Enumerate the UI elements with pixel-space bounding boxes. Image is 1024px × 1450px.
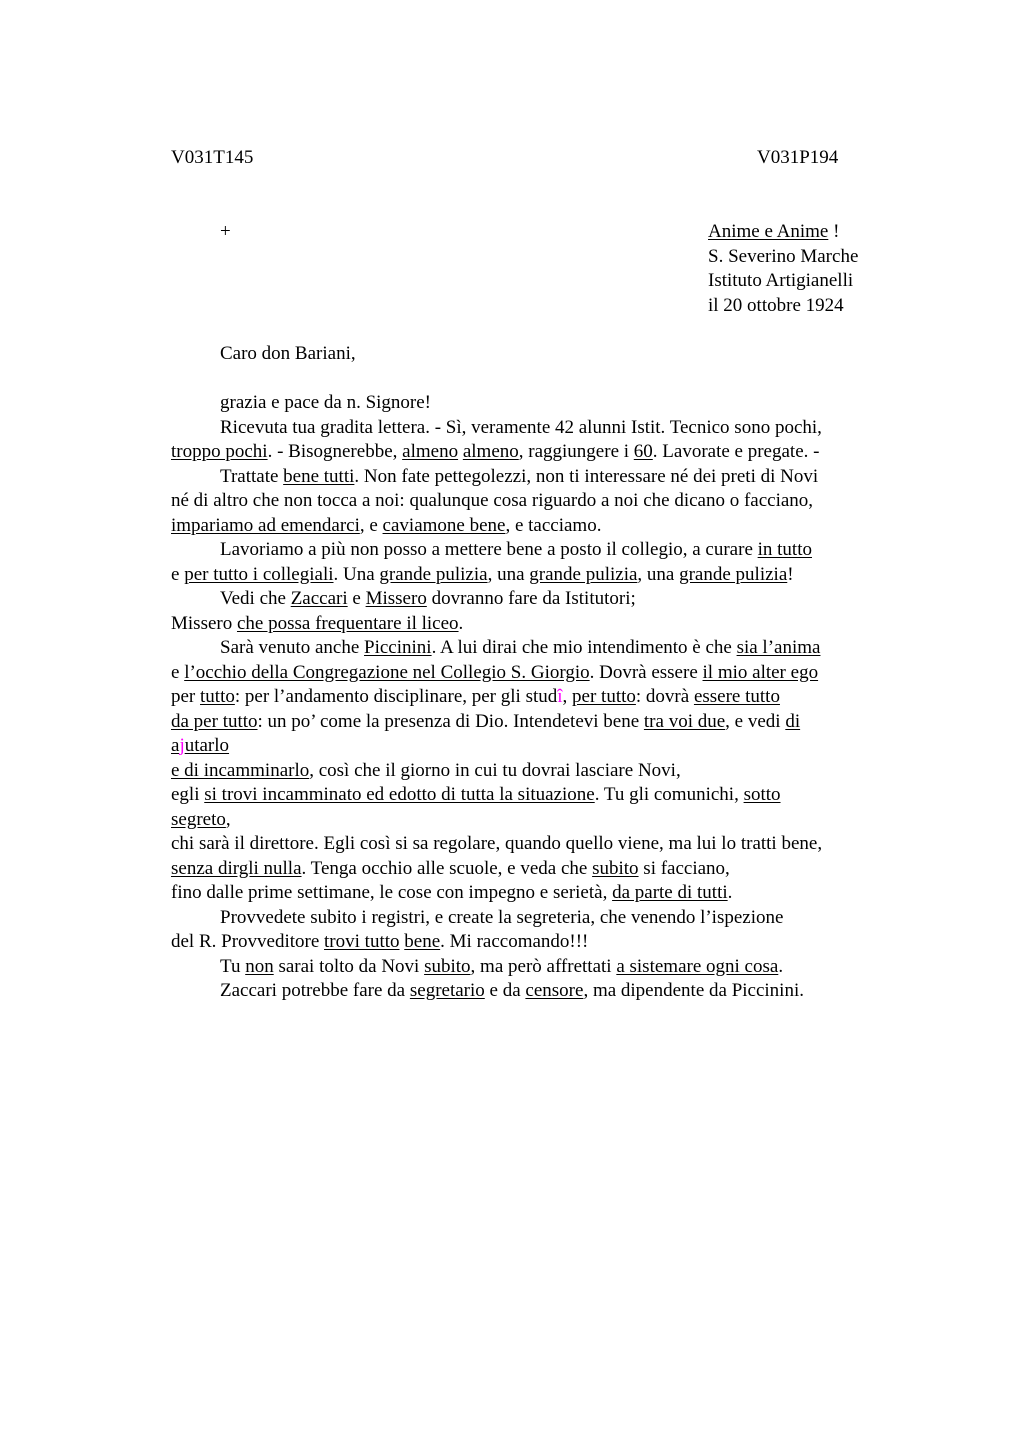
line-text: , e (359, 514, 383, 536)
line-text: , ma però affrettati (470, 955, 617, 977)
letter-line (171, 685, 891, 710)
underlined-text: in tutto (757, 539, 812, 560)
underlined-text: senza dirgli nulla (171, 857, 302, 879)
underlined-text: il mio alter ego (702, 661, 819, 683)
underlined-text: non (245, 955, 274, 977)
line-text: Sarà venuto anche (220, 637, 365, 658)
line-text: . Non fate pettegolezzi, non ti interessare né dei preti di Novi (354, 465, 819, 487)
underlined-text: caviamone bene (382, 514, 506, 536)
line-text: Vedi che (220, 588, 291, 609)
underlined-text: sia l’anima (736, 637, 821, 658)
line-text: . Una (333, 563, 380, 585)
line-text: . (778, 955, 784, 977)
line-text: : dovrà (635, 686, 694, 707)
line-text: Missero (171, 612, 237, 634)
line-text: , (562, 686, 573, 707)
underlined-text: di (785, 710, 801, 732)
underlined-text: trovi tutto (324, 931, 400, 952)
letter-line (171, 955, 891, 980)
line-text: e da (484, 980, 526, 1001)
motto-text: Anime e Anime (708, 221, 829, 242)
line-text: , così che il giorno in cui tu dovrai lasciare Novi, (309, 759, 681, 781)
corrected-letter: î (557, 686, 563, 707)
line-text: Trattate (220, 465, 284, 487)
underlined-text: da parte di tutti (612, 882, 728, 903)
underlined-text: a sistemare ogni cosa (616, 955, 779, 977)
line-text: fino dalle prime settimane, le cose con impegno e serietà, (171, 882, 613, 903)
letter-line (171, 587, 891, 612)
underlined-text: subito (592, 857, 639, 879)
line-text: . - Bisognerebbe, (267, 441, 403, 462)
line-text: Provvedete subito i registri, e create la segreteria, che venendo l’ispezione (220, 906, 784, 928)
line-text: , e tacciamo. (505, 514, 602, 536)
letter-line (171, 979, 891, 1004)
underlined-text: bene (404, 931, 441, 952)
line-text: egli (171, 784, 205, 805)
line-text: , una (487, 563, 530, 585)
underlined-text: Piccinini (364, 637, 432, 658)
line-text: e (347, 588, 366, 609)
line-text: del R. Provveditore (171, 931, 325, 952)
underlined-text: segretario (409, 980, 485, 1001)
date-line: il 20 ottobre 1924 (708, 294, 844, 316)
line-text: . Mi raccomando!!! (440, 931, 589, 952)
line-text: : per l’andamento disciplinare, per gli stud (234, 686, 558, 707)
letter-line (171, 783, 891, 808)
underlined-text: subito (424, 955, 471, 977)
letter-line (171, 563, 891, 588)
document-code-left: V031T145 (171, 147, 254, 168)
underlined-text: grande pulizia (379, 563, 488, 585)
line-text: si facciano, (638, 857, 730, 879)
line-text: sarai tolto da Novi (273, 955, 425, 977)
underlined-text: da per tutto (171, 710, 258, 732)
motto-line (708, 220, 858, 245)
underlined-text: almeno (402, 441, 459, 462)
line-text: . Dovrà essere (589, 661, 703, 683)
underlined-text: censore (525, 980, 584, 1001)
line-text: e (171, 661, 185, 683)
underlined-text: segreto (171, 808, 226, 830)
line-text: . (727, 882, 733, 903)
underlined-text: 60 (633, 441, 653, 462)
underlined-text: tutto (200, 686, 235, 707)
line-text: né di altro che non tocca a noi: qualunque cosa riguardo a noi che dicano o facciano, (171, 490, 814, 511)
line-text: per (171, 686, 201, 707)
underlined-text: sotto (743, 784, 781, 805)
underlined-text: bene tutti (283, 465, 355, 487)
letter-line (171, 465, 891, 490)
underlined-text: per tutto (572, 686, 636, 707)
underlined-text: essere tutto (693, 686, 780, 707)
letter-line (171, 930, 891, 955)
underlined-text: grande pulizia (679, 563, 788, 585)
letter-line (171, 906, 891, 931)
line-text: : un po’ come la presenza di Dio. Intendetevi bene (257, 710, 644, 732)
underlined-text: tra voi due (643, 710, 726, 732)
line-text: Zaccari potrebbe fare da (220, 980, 410, 1001)
letter-line (171, 538, 891, 563)
letter-line (171, 636, 891, 661)
letter-line (171, 391, 891, 416)
line-text: Lavoriamo a più non posso a mettere bene a posto il collegio, a curare (220, 539, 758, 560)
motto-suffix: ! (828, 221, 840, 242)
letter-line (171, 514, 891, 539)
line-text: , raggiungere i (518, 441, 634, 462)
underlined-text: che possa frequentare il liceo (236, 612, 459, 634)
line-text: . Tu gli comunichi, (594, 784, 744, 805)
line-text: . (458, 612, 464, 634)
underlined-text: e di incamminarlo (171, 759, 310, 781)
underlined-text: per tutto i collegiali (184, 563, 334, 585)
dateline-block (708, 220, 858, 318)
letter-line (171, 832, 891, 857)
line-text: , e vedi (725, 710, 786, 732)
letter-line (171, 612, 891, 637)
line-text: ! (787, 563, 794, 585)
line-text: grazia e pace da n. Signore! (220, 392, 432, 413)
line-text: e (171, 563, 185, 585)
underlined-text: si trovi incamminato ed edotto di tutta la situazione (204, 784, 595, 805)
underlined-text: Missero (365, 588, 427, 609)
place-line: S. Severino Marche (708, 245, 859, 267)
line-text: , una (637, 563, 680, 585)
line-text: , ma dipendente da Piccinini. (583, 980, 804, 1001)
letter-line (171, 710, 891, 735)
letter-line (171, 759, 891, 784)
line-text: . Tenga occhio alle scuole, e veda che (301, 857, 593, 879)
underlined-text: Zaccari (290, 588, 348, 609)
line-text: Ricevuta tua gradita lettera. - Sì, veramente 42 alunni Istit. Tecnico sono pochi, (220, 416, 822, 438)
letter-line (171, 440, 891, 465)
letter-body (171, 391, 891, 1004)
line-text: . Lavorate e pregate. - (652, 441, 820, 462)
line-text: Tu (220, 955, 246, 977)
cross-symbol: + (220, 221, 231, 242)
letter-line (171, 734, 891, 759)
letter-line (171, 881, 891, 906)
letter-line (171, 808, 891, 833)
letter-line (171, 416, 891, 441)
document-code-right: V031P194 (757, 147, 839, 168)
underlined-text: impariamo ad emendarci (171, 514, 360, 536)
letter-line (171, 661, 891, 686)
underlined-text: utarlo (184, 735, 230, 756)
institute-line: Istituto Artigianelli (708, 270, 854, 291)
line-text: . A lui dirai che mio intendimento è che (431, 637, 737, 658)
salutation: Caro don Bariani, (220, 343, 356, 364)
corrected-letter: j (179, 735, 185, 756)
line-text: dovranno fare da Istitutori; (426, 588, 636, 609)
letter-line (171, 857, 891, 882)
line-text: chi sarà il direttore. Egli così si sa regolare, quando quello viene, ma lui lo tratti bene, (171, 833, 823, 854)
underlined-text: a (171, 735, 180, 756)
underlined-text: l’occhio della Congregazione nel Collegio S. Giorgio (184, 661, 590, 683)
line-text: , (225, 808, 231, 830)
underlined-text: grande pulizia (529, 563, 638, 585)
underlined-text: troppo pochi (171, 441, 268, 462)
underlined-text: almeno (462, 441, 519, 462)
letter-line (171, 489, 891, 514)
